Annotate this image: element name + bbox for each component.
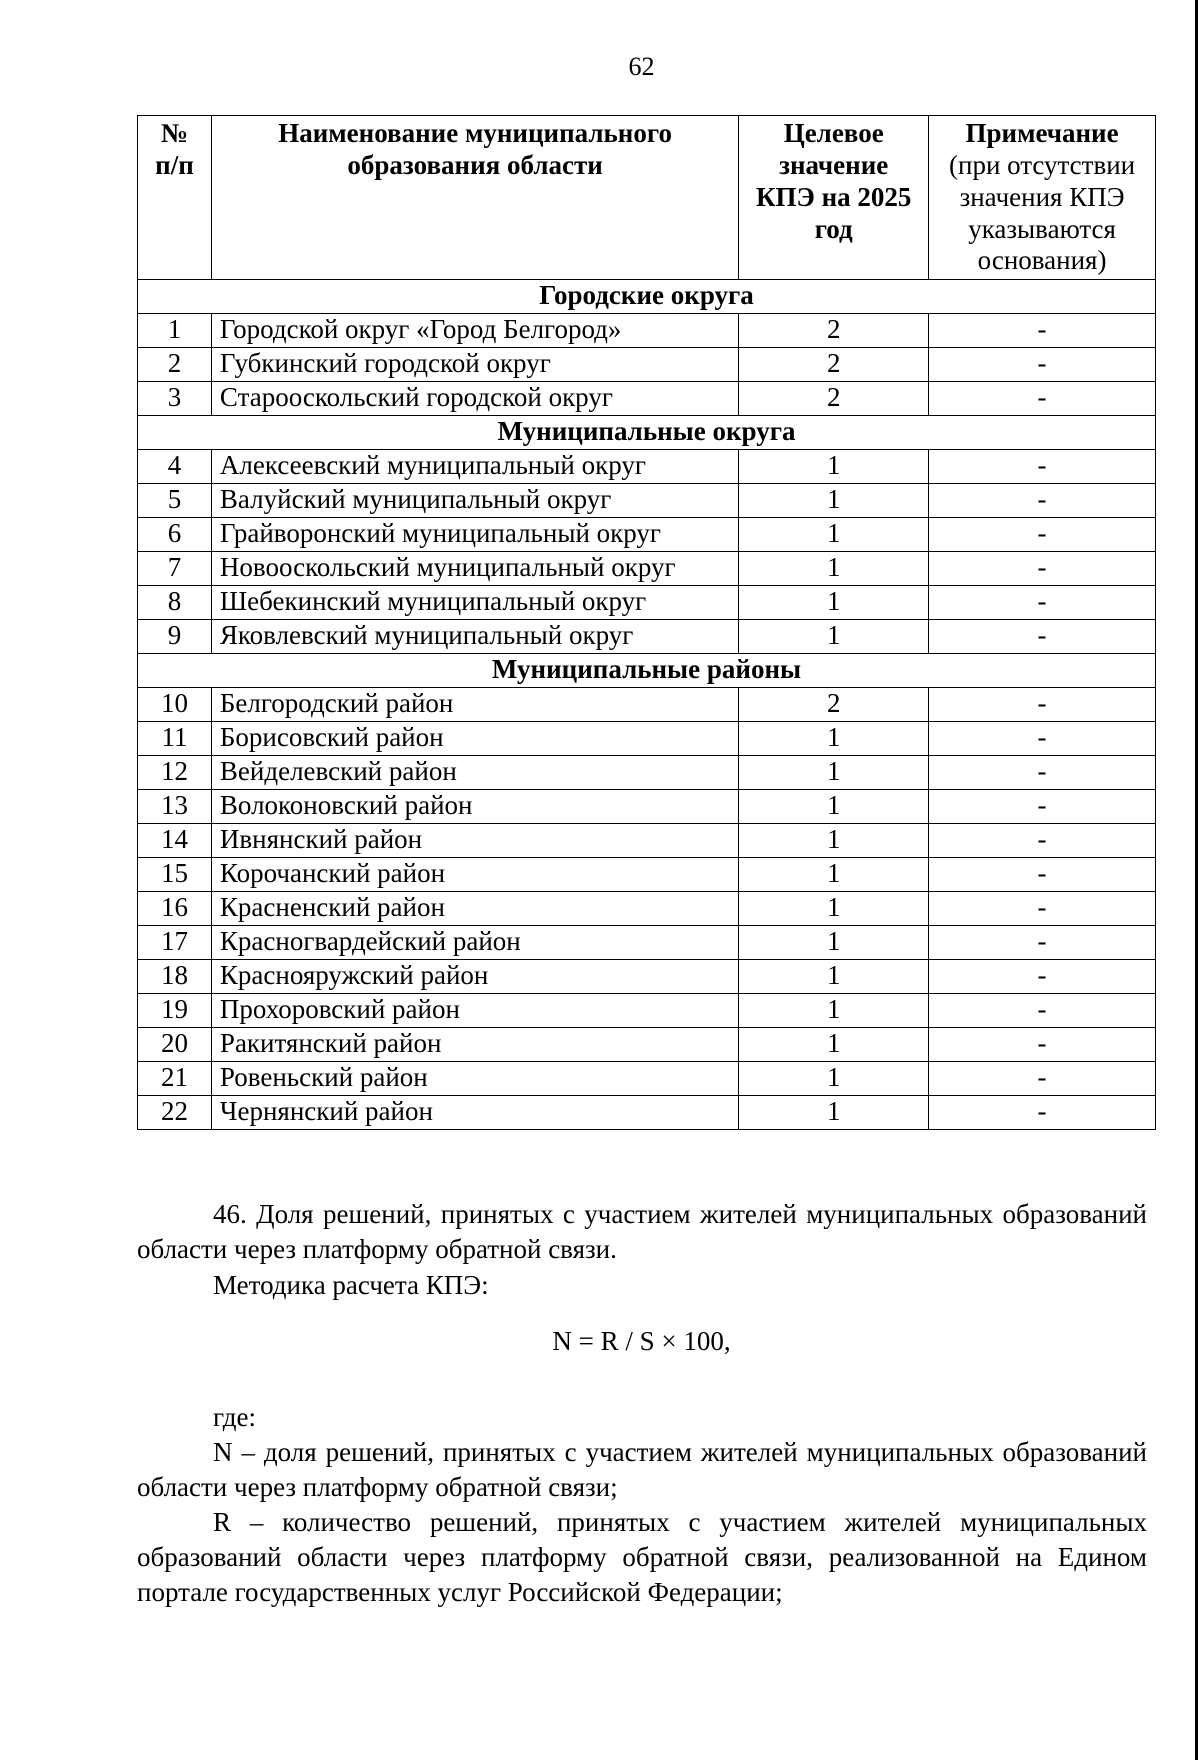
row-value: 1 [739, 960, 929, 994]
row-name: Губкинский городской округ [211, 348, 738, 382]
row-number: 15 [138, 858, 212, 892]
row-name: Прохоровский район [211, 994, 738, 1028]
table-row [138, 1062, 1156, 1096]
row-note: - [929, 552, 1156, 586]
table-row [138, 790, 1156, 824]
row-name: Новооскольский муниципальный округ [211, 552, 738, 586]
row-value: 1 [739, 1096, 929, 1130]
row-note: - [929, 1028, 1156, 1062]
row-number: 9 [138, 620, 212, 654]
page-edge-line [1195, 0, 1198, 1760]
row-name: Борисовский район [211, 722, 738, 756]
section-row [138, 280, 1156, 314]
row-number: 8 [138, 586, 212, 620]
row-number: 18 [138, 960, 212, 994]
row-note: - [929, 484, 1156, 518]
row-name: Краснояружский район [211, 960, 738, 994]
row-value: 2 [739, 382, 929, 416]
table-body [138, 280, 1156, 1130]
definition-r: R – количество решений, принятых с участием жителей муниципальных образований области через платформу обратной связи, реализованной на Едином портале государственных услуг Российской Федерации; [137, 1507, 1147, 1607]
row-note: - [929, 994, 1156, 1028]
definition-n: N – доля решений, принятых с участием жителей муниципальных образований области через платформу обратной связи; [137, 1437, 1147, 1502]
row-number: 6 [138, 518, 212, 552]
row-name: Валуйский муниципальный округ [211, 484, 738, 518]
row-note: - [929, 858, 1156, 892]
row-value: 1 [739, 620, 929, 654]
row-note: - [929, 450, 1156, 484]
row-name: Вейделевский район [211, 756, 738, 790]
row-name: Белгородский район [211, 688, 738, 722]
row-value: 1 [739, 722, 929, 756]
row-note: - [929, 722, 1156, 756]
row-name: Старооскольский городской округ [211, 382, 738, 416]
row-value: 1 [739, 1028, 929, 1062]
row-name: Волоконовский район [211, 790, 738, 824]
table-row [138, 892, 1156, 926]
row-value: 2 [739, 348, 929, 382]
row-value: 1 [739, 892, 929, 926]
item-title: 46. Доля решений, принятых с участием жителей муниципальных образований области через платформу обратной связи. [137, 1199, 1147, 1264]
table-row [138, 756, 1156, 790]
row-name: Корочанский район [211, 858, 738, 892]
row-note: - [929, 620, 1156, 654]
row-value: 1 [739, 518, 929, 552]
table-row [138, 620, 1156, 654]
row-name: Городской округ «Город Белгород» [211, 314, 738, 348]
row-number: 16 [138, 892, 212, 926]
row-note: - [929, 314, 1156, 348]
row-number: 11 [138, 722, 212, 756]
header-note-title: Примечание [965, 118, 1119, 148]
row-value: 1 [739, 552, 929, 586]
section-title: Муниципальные районы [138, 654, 1156, 688]
kpe-table [137, 115, 1156, 1130]
row-number: 20 [138, 1028, 212, 1062]
table-row [138, 586, 1156, 620]
table-row [138, 1028, 1156, 1062]
table-row [138, 824, 1156, 858]
row-name: Красногвардейский район [211, 926, 738, 960]
table-row [138, 1096, 1156, 1130]
table-row [138, 450, 1156, 484]
row-number: 13 [138, 790, 212, 824]
section-row [138, 654, 1156, 688]
table-row [138, 858, 1156, 892]
formula: N = R / S × 100, [552, 1326, 731, 1356]
table-row [138, 552, 1156, 586]
method-label: Методика расчета КПЭ: [213, 1270, 489, 1300]
row-number: 2 [138, 348, 212, 382]
table-row [138, 518, 1156, 552]
row-note: - [929, 688, 1156, 722]
table-header [138, 116, 1156, 280]
header-target: Целевое значение КПЭ на 2025 год [739, 116, 929, 280]
row-number: 21 [138, 1062, 212, 1096]
section-title: Муниципальные округа [138, 416, 1156, 450]
row-number: 4 [138, 450, 212, 484]
table-row [138, 348, 1156, 382]
table-row [138, 994, 1156, 1028]
row-name: Ровеньский район [211, 1062, 738, 1096]
row-value: 1 [739, 824, 929, 858]
row-name: Шебекинский муниципальный округ [211, 586, 738, 620]
row-number: 12 [138, 756, 212, 790]
row-number: 1 [138, 314, 212, 348]
row-note: - [929, 960, 1156, 994]
row-note: - [929, 586, 1156, 620]
row-note: - [929, 518, 1156, 552]
row-name: Грайворонский муниципальный округ [211, 518, 738, 552]
row-value: 1 [739, 484, 929, 518]
row-name: Чернянский район [211, 1096, 738, 1130]
table-row [138, 382, 1156, 416]
row-note: - [929, 892, 1156, 926]
row-value: 1 [739, 1062, 929, 1096]
table-row [138, 722, 1156, 756]
row-number: 10 [138, 688, 212, 722]
table-row [138, 314, 1156, 348]
row-note: - [929, 790, 1156, 824]
row-value: 2 [739, 314, 929, 348]
row-number: 5 [138, 484, 212, 518]
row-name: Яковлевский муниципальный округ [211, 620, 738, 654]
row-note: - [929, 382, 1156, 416]
row-value: 1 [739, 450, 929, 484]
row-name: Ракитянский район [211, 1028, 738, 1062]
row-note: - [929, 1062, 1156, 1096]
header-note [929, 116, 1156, 280]
page-number: 62 [628, 52, 655, 81]
row-value: 1 [739, 756, 929, 790]
row-note: - [929, 926, 1156, 960]
table-row [138, 484, 1156, 518]
row-note: - [929, 824, 1156, 858]
row-number: 7 [138, 552, 212, 586]
row-name: Красненский район [211, 892, 738, 926]
row-value: 2 [739, 688, 929, 722]
row-note: - [929, 756, 1156, 790]
row-number: 22 [138, 1096, 212, 1130]
row-value: 1 [739, 994, 929, 1028]
row-number: 3 [138, 382, 212, 416]
row-name: Ивнянский район [211, 824, 738, 858]
section-row [138, 416, 1156, 450]
section-title: Городские округа [138, 280, 1156, 314]
row-number: 19 [138, 994, 212, 1028]
row-name: Алексеевский муниципальный округ [211, 450, 738, 484]
row-note: - [929, 1096, 1156, 1130]
row-value: 1 [739, 858, 929, 892]
row-number: 14 [138, 824, 212, 858]
table-row [138, 688, 1156, 722]
header-note-body: (при отсутствии значения КПЭ указываются основания) [949, 149, 1136, 276]
header-name: Наименование муниципального образования области [211, 116, 738, 280]
row-value: 1 [739, 586, 929, 620]
row-number: 17 [138, 926, 212, 960]
table-row [138, 960, 1156, 994]
where-label: где: [213, 1402, 256, 1432]
row-note: - [929, 348, 1156, 382]
row-value: 1 [739, 926, 929, 960]
header-num: № п/п [138, 116, 212, 280]
table-row [138, 926, 1156, 960]
row-value: 1 [739, 790, 929, 824]
